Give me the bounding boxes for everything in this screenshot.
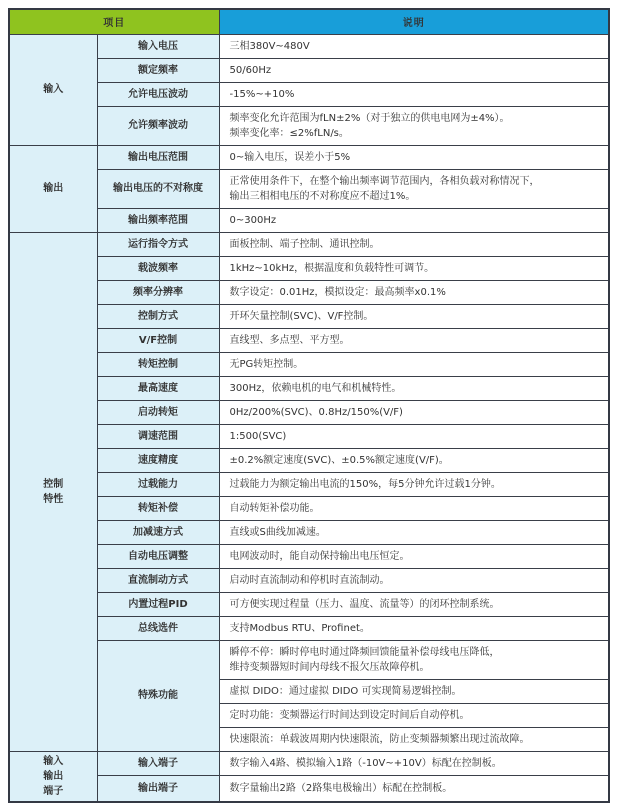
header-desc-column: 说明 [219,9,609,34]
desc-line: 0~300Hz [229,214,277,226]
item-label: 允许电压波动 [97,82,219,106]
item-label: 输出端子 [97,776,219,802]
desc-line: 面板控制、端子控制、通讯控制。 [229,238,380,250]
desc-line: 无PG转矩控制。 [229,358,304,370]
group-label [9,232,97,751]
desc-line: 快速限流：单载波周期内快速限流，防止变频器频繁出现过流故障。 [229,733,530,745]
desc-line: 1kHz~10kHz，根据温度和负载特性可调节。 [229,262,435,274]
desc-line: 1:500(SVC) [229,430,287,442]
table-row [9,448,609,472]
table-row [9,280,609,304]
item-label: 自动电压调整 [97,544,219,568]
desc-line: 三相380V~480V [229,40,310,52]
item-label: 允许频率波动 [97,106,219,145]
desc-line: 定时功能：变频器运行时间达到设定时间后自动停机。 [229,709,470,721]
item-label: 加减速方式 [97,520,219,544]
table-row [9,106,609,145]
item-label: 最高速度 [97,376,219,400]
table-row [9,776,609,802]
item-label: 直流制动方式 [97,568,219,592]
item-label: 转矩补偿 [97,496,219,520]
desc-line: 数字量输出2路（2路集电极输出）标配在控制板。 [229,782,453,794]
item-label: 内置过程PID [97,592,219,616]
desc-cell [219,703,609,727]
table-row [9,544,609,568]
item-label: 额定频率 [97,58,219,82]
desc-cell [219,82,609,106]
table-row [9,424,609,448]
desc-line: 支持Modbus RTU、Profinet。 [229,622,370,634]
desc-cell [219,776,609,802]
table-row [9,400,609,424]
desc-line: 50/60Hz [229,64,272,76]
table-row [9,58,609,82]
item-label: 输入端子 [97,751,219,776]
desc-cell [219,145,609,169]
group-label [9,751,97,802]
desc-cell [219,496,609,520]
group-label [9,145,97,232]
item-label: 启动转矩 [97,400,219,424]
item-label: 转矩控制 [97,352,219,376]
desc-line: ±0.2%额定速度(SVC)、±0.5%额定速度(V/F)。 [229,454,449,466]
desc-cell [219,232,609,256]
desc-line: -15%~+10% [229,88,295,100]
desc-cell [219,616,609,640]
table-row [9,640,609,679]
desc-line: 数字输入4路、模拟输入1路（-10V~+10V）标配在控制板。 [229,757,502,769]
group-label-line: 控制 [43,478,64,490]
item-label: 运行指令方式 [97,232,219,256]
desc-line: 维持变频器短时间内母线不报欠压故障停机。 [229,661,430,673]
item-label: 输出电压的不对称度 [97,169,219,208]
desc-cell [219,640,609,679]
desc-cell [219,352,609,376]
table-row [9,232,609,256]
item-label: 控制方式 [97,304,219,328]
desc-line: 可方便实现过程量（压力、温度、流量等）的闭环控制系统。 [229,598,500,610]
desc-line: 电网波动时，能自动保持输出电压恒定。 [229,550,410,562]
table-row [9,34,609,58]
table-row [9,616,609,640]
desc-cell [219,568,609,592]
table-row [9,145,609,169]
desc-line: 频率变化允许范围为fLN±2%（对于独立的供电电网为±4%）。 [229,112,510,124]
desc-line: 开环矢量控制(SVC)、V/F控制。 [229,310,374,322]
item-label: 频率分辨率 [97,280,219,304]
desc-line: 频率变化率：≤2%fLN/s。 [229,127,349,139]
desc-line: 0~输入电压，误差小于5% [229,151,351,163]
table-row [9,208,609,232]
desc-line: 直线或S曲线加减速。 [229,526,326,538]
item-label: 速度精度 [97,448,219,472]
desc-cell [219,106,609,145]
group-label-line: 输入 [43,755,64,767]
desc-line: 0Hz/200%(SVC)、0.8Hz/150%(V/F) [229,406,403,418]
desc-cell [219,34,609,58]
desc-cell [219,280,609,304]
item-label: 输出频率范围 [97,208,219,232]
group-label-line: 输出 [43,770,64,782]
table-row [9,328,609,352]
desc-cell [219,208,609,232]
header-item-column: 项目 [9,9,219,34]
desc-cell [219,424,609,448]
group-label-line: 输出 [43,183,64,194]
desc-cell [219,751,609,776]
desc-line: 过载能力为额定输出电流的150%，每5分钟允许过载1分钟。 [229,478,501,490]
table-row [9,376,609,400]
item-label: V/F控制 [97,328,219,352]
item-label: 载波频率 [97,256,219,280]
group-label-line: 端子 [43,785,64,797]
table-row [9,496,609,520]
desc-cell [219,400,609,424]
desc-cell [219,592,609,616]
table-row [9,304,609,328]
table-row [9,520,609,544]
desc-line: 直线型、多点型、平方型。 [229,334,350,346]
header-row [9,9,609,34]
desc-line: 虚拟 DIDO：通过虚拟 DIDO 可实现简易逻辑控制。 [229,685,462,697]
table-row [9,751,609,776]
table-row [9,592,609,616]
table-row [9,82,609,106]
desc-line: 数字设定：0.01Hz，模拟设定：最高频率x0.1% [229,286,446,298]
desc-line: 正常使用条件下，在整个输出频率调节范围内，各相负载对称情况下， [229,175,540,187]
desc-cell [219,727,609,751]
item-label: 调速范围 [97,424,219,448]
spec-table [8,8,610,803]
desc-cell [219,544,609,568]
desc-cell [219,520,609,544]
desc-cell [219,472,609,496]
item-label: 总线选件 [97,616,219,640]
desc-line: 启动时直流制动和停机时直流制动。 [229,574,390,586]
group-label [9,34,97,145]
group-label-line: 特性 [43,493,64,505]
item-label: 过载能力 [97,472,219,496]
desc-cell [219,679,609,703]
item-label: 输入电压 [97,34,219,58]
desc-line: 瞬停不停：瞬时停电时通过降频回馈能量补偿母线电压降低， [229,646,500,658]
desc-cell [219,448,609,472]
desc-cell [219,256,609,280]
item-label: 特殊功能 [97,640,219,751]
group-label-line: 输入 [43,84,64,95]
desc-cell [219,58,609,82]
desc-line: 自动转矩补偿功能。 [229,502,320,514]
table-row [9,472,609,496]
desc-cell [219,376,609,400]
desc-cell [219,328,609,352]
table-row [9,568,609,592]
desc-line: 输出三相相电压的不对称度应不超过1%。 [229,190,416,202]
table-row [9,352,609,376]
spec-table-body [9,34,609,802]
desc-line: 300Hz，依赖电机的电气和机械特性。 [229,382,402,394]
item-label: 输出电压范围 [97,145,219,169]
desc-cell [219,304,609,328]
table-row [9,169,609,208]
table-row [9,256,609,280]
desc-cell [219,169,609,208]
